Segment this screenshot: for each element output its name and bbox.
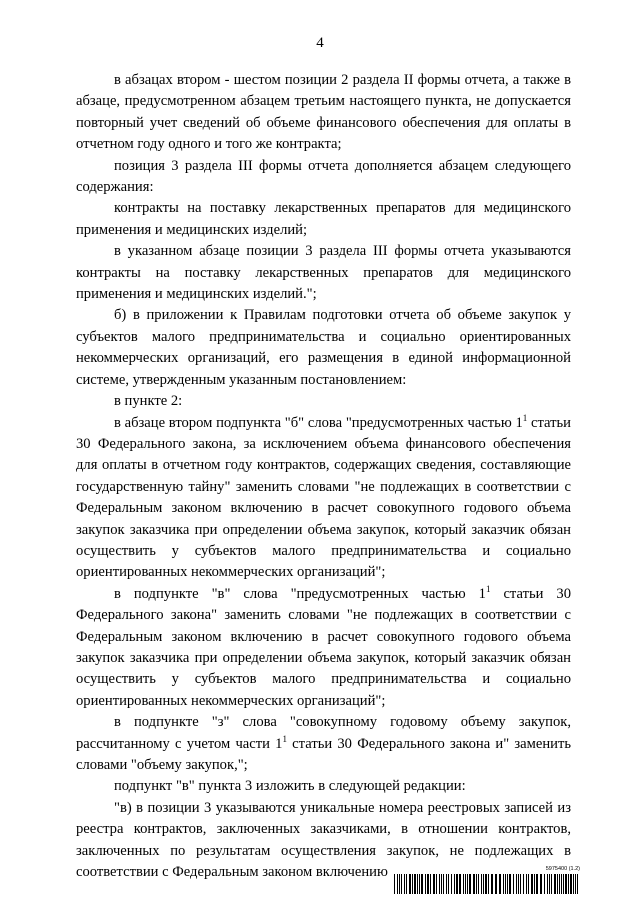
barcode-bar bbox=[421, 874, 423, 894]
barcode-bar bbox=[433, 874, 435, 894]
barcode-bar bbox=[436, 874, 437, 894]
barcode-bar bbox=[427, 874, 429, 894]
barcode-bar bbox=[503, 874, 504, 894]
superscript: 1 bbox=[522, 412, 528, 423]
barcode-bar bbox=[491, 874, 493, 894]
barcode-bar bbox=[568, 874, 569, 894]
paragraph-text: статьи 30 Федерального закона, за исключением объема финансового обеспечения для оплаты в отчетном году контрактов, содержащих сведения, составляющие государственную тайну" заменить словами "не подлежащих в соответствии с Федеральным законом включению в расчет совокупного годового объема закупок заказчика при определении объема закупок, который заказчик обязан осуществить у субъектов малого предпринимательства и социально ориентированных некоммерческих организаций"; bbox=[76, 414, 571, 581]
barcode-bar bbox=[463, 874, 464, 894]
barcode-bar bbox=[441, 874, 442, 894]
barcode-bar bbox=[394, 874, 395, 894]
barcode-bar bbox=[443, 874, 444, 894]
barcode-bar bbox=[534, 874, 535, 894]
barcode-bar bbox=[488, 874, 489, 894]
barcode-bar bbox=[465, 874, 466, 894]
barcode-bar bbox=[448, 874, 449, 894]
barcode-bar bbox=[499, 874, 501, 894]
paragraph bbox=[76, 70, 571, 156]
barcode-bar bbox=[467, 874, 468, 894]
barcode-bar bbox=[469, 874, 471, 894]
barcode-bar bbox=[536, 874, 538, 894]
paragraph-text: б) в приложении к Правилам подготовки отчета об объеме закупок у субъектов малого предпринимательства и социально ориентированных некоммерческих организаций, его размещения в единой информационной системе, утвержденным указанным постановлением: bbox=[76, 307, 571, 388]
paragraph bbox=[76, 198, 571, 241]
paragraph-text: в подпункте "з" слова "совокупному годовому объему закупок, рассчитанному с учетом части 1 bbox=[76, 714, 571, 752]
barcode-bar bbox=[577, 874, 578, 894]
barcode-bar bbox=[399, 874, 400, 894]
superscript: 1 bbox=[485, 583, 491, 594]
paragraph-text: в указанном абзаце позиции 3 раздела III формы отчета указываются контракты на поставку лекарственных препаратов для медицинского применения и медицинских изделий."; bbox=[76, 243, 571, 303]
barcode-bar bbox=[547, 874, 548, 894]
barcode-bar bbox=[575, 874, 576, 894]
paragraph-text: в подпункте "в" слова "предусмотренных частью 1 bbox=[114, 585, 486, 602]
barcode-bar bbox=[531, 874, 533, 894]
paragraph-text: статьи 30 Федерального закона" заменить словами "не подлежащих в соответствии с Федеральным законом включению в расчет совокупного годового объема закупок заказчика при определении объема закупок, который заказчик обязан осуществить у субъектов малого предпринимательства и социально ориентированных некоммерческих организаций"; bbox=[76, 585, 571, 709]
barcode-bar bbox=[495, 874, 497, 894]
barcode-bar bbox=[526, 874, 527, 894]
paragraph bbox=[76, 776, 571, 797]
barcode-bar bbox=[478, 874, 479, 894]
barcode-bar bbox=[570, 874, 572, 894]
barcode-bar bbox=[430, 874, 431, 894]
barcode-bar bbox=[425, 874, 426, 894]
barcode-bar bbox=[409, 874, 411, 894]
barcode-bar bbox=[513, 874, 514, 894]
barcode-bar bbox=[563, 874, 564, 894]
barcode-bar bbox=[551, 874, 552, 894]
barcode-bar bbox=[481, 874, 482, 894]
barcode-bar bbox=[520, 874, 521, 894]
barcode-bar bbox=[507, 874, 508, 894]
paragraph bbox=[76, 241, 571, 305]
paragraph-text: "в) в позиции 3 указываются уникальные номера реестровых записей из реестра контрактов, заключенных заказчиками, в отношении контрактов, заключенных по результатам осуществления закупок, не подлежащих в соответствии с Федеральным законом включению bbox=[76, 799, 571, 881]
barcode-bar bbox=[528, 874, 529, 894]
barcode-bar bbox=[476, 874, 477, 894]
paragraph bbox=[76, 712, 571, 776]
barcode-bar bbox=[483, 874, 484, 894]
barcode-bar bbox=[414, 874, 416, 894]
paragraph-text: в абзацах втором - шестом позиции 2 раздела II формы отчета, а также в абзаце, предусмотренном абзацем третьим настоящего пункта, не допускается повторный учет сведений об объеме финансового обеспечения для оплаты в отчетном году одного и того же контракта; bbox=[76, 72, 571, 153]
barcode-bar bbox=[561, 874, 562, 894]
paragraph-text: позиция 3 раздела III формы отчета дополняется абзацем следующего содержания: bbox=[76, 157, 571, 196]
barcode-bar bbox=[456, 874, 458, 894]
barcode-bar bbox=[446, 874, 447, 894]
barcode-bar bbox=[473, 874, 475, 894]
barcode-bar bbox=[573, 874, 574, 894]
barcode-bar bbox=[518, 874, 519, 894]
barcode-bar bbox=[485, 874, 487, 894]
barcode-bar bbox=[459, 874, 461, 894]
barcode-bar bbox=[451, 874, 452, 894]
barcode-bar bbox=[544, 874, 545, 894]
barcode-bar bbox=[454, 874, 455, 894]
barcode-bar bbox=[523, 874, 524, 894]
paragraph-text: в абзаце втором подпункта "б" слова "предусмотренных частью 1 bbox=[114, 414, 523, 431]
paragraph bbox=[76, 413, 571, 584]
barcode-bar bbox=[554, 874, 556, 894]
barcode-bar bbox=[540, 874, 542, 894]
paragraph-text: статьи 30 Федерального закона и" заменить словами "объему закупок,"; bbox=[76, 735, 571, 773]
barcode-bar bbox=[505, 874, 506, 894]
barcode-bar bbox=[439, 874, 440, 894]
barcode-bar bbox=[557, 874, 558, 894]
barcode-bar bbox=[419, 874, 420, 894]
body-text bbox=[76, 70, 571, 883]
superscript: 1 bbox=[282, 733, 287, 744]
barcode-bar bbox=[401, 874, 402, 894]
barcode-label: 5975400 (1.2) bbox=[545, 866, 580, 872]
paragraph bbox=[76, 584, 571, 712]
barcode-image bbox=[394, 874, 580, 894]
barcode-bar bbox=[417, 874, 418, 894]
barcode-bar bbox=[509, 874, 511, 894]
barcode-bar bbox=[559, 874, 560, 894]
paragraph-text: контракты на поставку лекарственных препаратов для медицинского применения и медицинских изделий; bbox=[76, 200, 571, 238]
paragraph-text: подпункт "в" пункта 3 изложить в следующей редакции: bbox=[114, 778, 466, 795]
barcode-bar bbox=[397, 874, 398, 894]
paragraph bbox=[76, 305, 571, 391]
page-number: 4 bbox=[316, 35, 324, 51]
barcode-bar bbox=[516, 874, 517, 894]
paragraph-text: в пункте 2: bbox=[114, 393, 183, 410]
barcode-bar bbox=[412, 874, 413, 894]
barcode-bar bbox=[549, 874, 550, 894]
barcode-bar bbox=[404, 874, 405, 894]
barcode-bar bbox=[565, 874, 567, 894]
barcode-block bbox=[394, 866, 580, 894]
barcode-bar bbox=[406, 874, 407, 894]
paragraph bbox=[76, 156, 571, 199]
paragraph bbox=[76, 391, 571, 412]
